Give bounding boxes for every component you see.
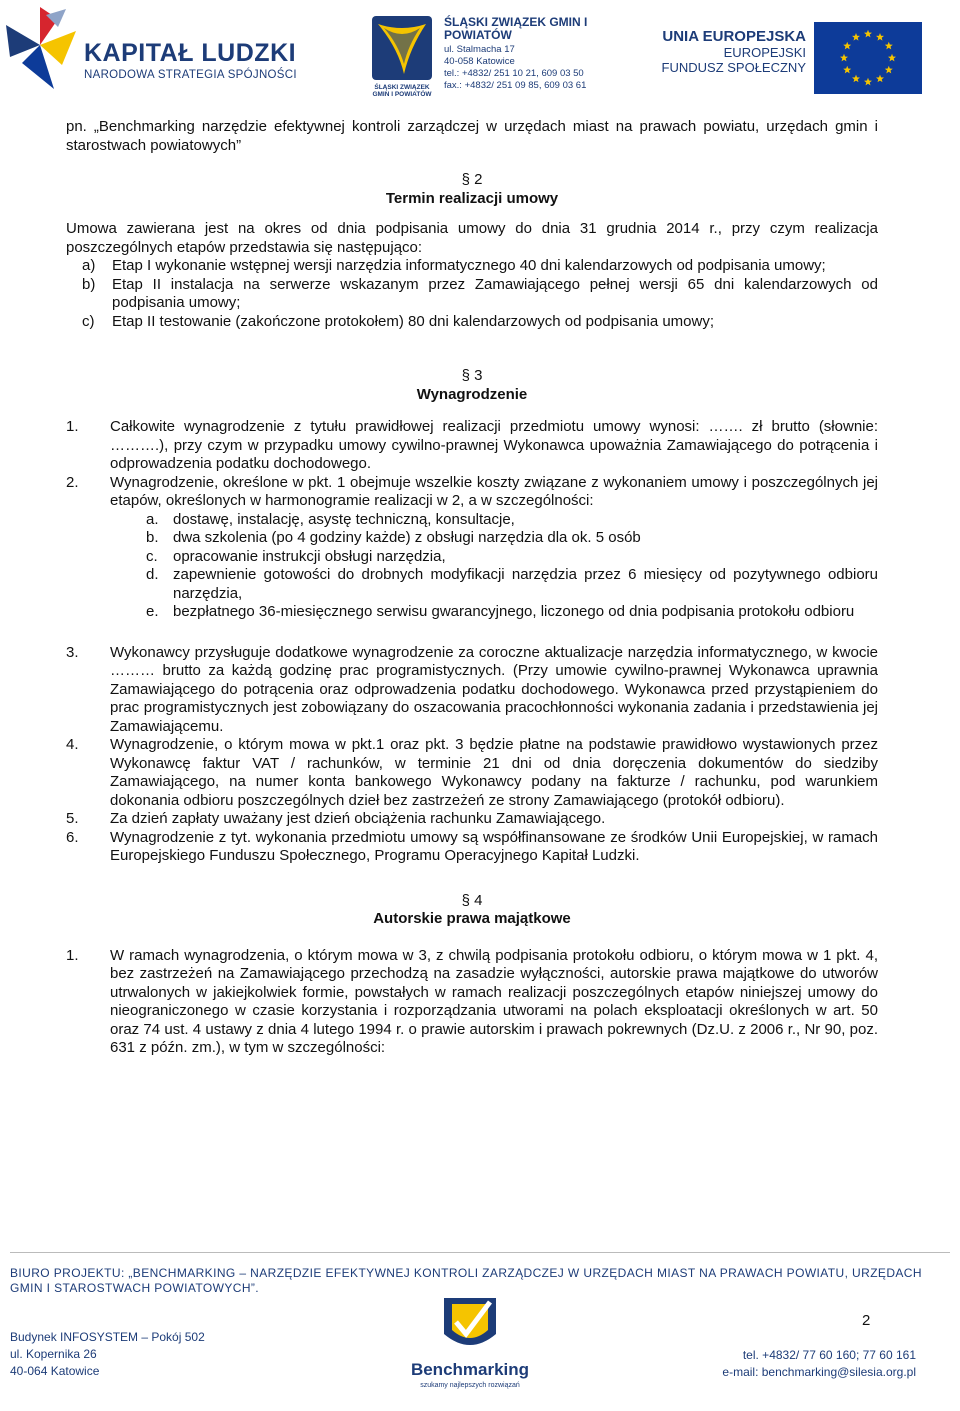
address-line: fax.: +4832/ 251 09 85, 609 03 61 [444,80,587,91]
section-2-number: 2 [474,171,483,188]
list-text: Wynagrodzenie, o którym mowa w pkt.1 oraz pkt. 3 będzie płatne na podstawie prawidłowo wystawionych przez Wykonawcę faktur VAT / rachunków, w terminie 21 dni od dnia doręczenia dokumentów do siedziby Zamawiającego, na numer konta bankowego Wykonawcy podany na fakturze / rachunku, pod warunkiem dokonania odbioru poszczególnych dzieł bez zastrzeżeń ze strony Zamawiającego (protokół odbioru). [110,736,878,809]
sub-list-item [146,548,878,567]
address-line: ul. Stalmacha 17 [444,44,515,55]
list-marker: 5. [66,810,79,827]
footer-contact [722,1347,916,1381]
section-4-heading: Autorskie prawa majątkowe [373,910,571,927]
list-item [82,257,878,276]
list-text: Etap I wykonanie wstępnej wersji narzędzia informatycznego 40 dni kalendarzowych od podpisania umowy; [112,257,826,274]
list-text: opracowanie instrukcji obsługi narzędzia, [173,547,446,565]
eu-text [650,28,806,75]
page-header [0,0,960,105]
sub-list-item [146,511,878,530]
eu-fund-line2: FUNDUSZ SPOŁECZNY [661,60,806,75]
eu-fund-line1: EUROPEJSKI [723,45,806,60]
list-text: Wykonawcy przysługuje dodatkowe wynagrodzenie za coroczne aktualizacje narzędzia informatycznego, w kwocie ……… brutto za każdą godzinę prac programistycznych. (Przy umowie cywilno-prawnej Wykonawca uprawnia Zamawiającego do potrącenia oraz odprowadzenia podatku dochodowego. Wykonawca przed przystąpieniem do prac programistycznych jest zobowiązany do oszacowania pracochłonności wykonania zadania i przedstawienia jej Zamawiającemu. [110,643,878,735]
address-line: tel.: +4832/ 251 10 21, 609 03 50 [444,68,584,79]
list-marker: 3. [66,643,79,661]
address-line: 40-064 Katowice [10,1364,100,1378]
list-marker: b) [82,275,96,293]
list-text: dwa szkolenia (po 4 godziny każde) z obsługi narzędzia dla ok. 5 osób [173,529,641,546]
list-marker: 1. [66,946,79,964]
list-item [66,947,878,1058]
slaski-zwiazek-name: ŚLĄSKI ZWIĄZEK GMIN I POWIATÓW [444,15,588,42]
list-marker: d. [146,566,159,583]
list-text: dostawę, instalację, asystę techniczną, konsultacje, [173,510,515,528]
slaski-zwiazek-logo [370,14,600,98]
slaski-zwiazek-emblem-icon [370,14,434,84]
benchmarking-tagline: szukamy najlepszych rozwiązań [420,1382,520,1389]
eu-logo [650,22,950,92]
section-2-paragraph: Umowa zawierana jest na okres od dnia podpisania umowy do dnia 31 grudnia 2014 r., przy czym realizacja poszczególnych etapów przedstawia się następująco: [66,220,878,256]
slaski-zwiazek-address [444,44,604,92]
section-number: § 4 [461,891,483,909]
list-marker: 1. [66,418,79,435]
list-text: bezpłatnego 36-miesięcznego serwisu gwarancyjnego, liczonego od dnia podpisania protokołu odbioru [173,603,855,620]
footer-divider [10,1252,950,1253]
section-4-number: 4 [474,891,483,909]
kapital-ludzki-title: KAPITAŁ LUDZKI [84,39,297,67]
list-item [66,418,878,474]
list-text: Wynagrodzenie z tyt. wykonania przedmiotu umowy są współfinansowane ze środków Unii Europejskiej, w ramach Europejskiego Funduszu Społecznego, Programu Operacyjnego Kapitał Ludzki. [110,828,878,864]
page-number: 2 [862,1312,871,1329]
slaski-zwiazek-caption: ŚLĄSKI ZWIĄZEK GMIN I POWIATÓW [372,84,432,98]
sub-list-item [146,566,878,603]
list-item [66,474,878,511]
list-marker: 2. [66,473,79,491]
list-marker: c) [82,312,95,330]
list-text: Etap II testowanie (zakończone protokołem) 80 dni kalendarzowych od podpisania umowy; [112,312,715,330]
list-item [82,313,878,332]
eu-flag-icon [814,22,922,94]
sub-list-item [146,603,878,622]
list-text: Całkowite wynagrodzenie z tytułu prawidłowej realizacji przedmiotu umowy wynosi: ……. zł brutto (słownie: ……….), przy czym w przypadku umowy cywilno-prawnej Wykonawca upoważnia Zamawiającego do potrącenia i odprowadzenia podatku dochodowego. [110,418,878,472]
list-marker: e. [146,603,159,620]
benchmarking-emblem-icon [408,1294,532,1360]
eu-title: UNIA EUROPEJSKA [662,28,806,45]
address-line: 40-058 Katowice [444,56,515,67]
list-item [66,829,878,866]
kapital-ludzki-subtitle: NARODOWA STRATEGIA SPÓJNOŚCI [84,69,297,81]
section-3-number: 3 [474,367,483,384]
list-marker: b. [146,529,159,546]
kapital-ludzki-emblem-icon [0,5,80,95]
list-text: Wynagrodzenie, określone w pkt. 1 obejmuje wszelkie koszty związane z wykonaniem umowy i poszczególnych jej etapów, określonych w harmonogramie realizacji w 2, a w szczególności: [110,473,878,509]
list-marker: a. [146,510,159,528]
document-body [66,118,878,1058]
footer-email: e-mail: benchmarking@silesia.org.pl [722,1365,916,1379]
address-line: ul. Kopernika 26 [10,1347,97,1361]
project-title: pn. „Benchmarking narzędzie efektywnej kontroli zarządczej w urzędach miast na prawach powiatu, urzędach gmin i starostwach powiatowych” [66,118,878,154]
sub-list-item [146,529,878,548]
list-item [66,644,878,737]
address-line: Budynek INFOSYSTEM – Pokój 502 [10,1330,205,1344]
list-item [66,810,878,829]
kapital-ludzki-logo [0,5,310,95]
list-text: Etap II instalacja na serwerze wskazanym przez Zamawiającego pełnej wersji 65 dni kalendarzowych od podpisania umowy; [112,275,878,311]
list-text: zapewnienie gotowości do drobnych modyfikacji narzędzia przez 6 miesięcy od pozytywnego odbioru narzędzia, [173,566,878,602]
section-3-heading: Wynagrodzenie [416,385,528,403]
footer-address [10,1329,205,1380]
list-text: Za dzień zapłaty uważany jest dzień obciążenia rachunku Zamawiającego. [110,810,606,827]
benchmarking-name: Benchmarking [410,1360,530,1379]
page-footer [0,1252,960,1411]
section-2-heading: Termin realizacji umowy [385,189,559,207]
list-marker: 6. [66,828,79,846]
footer-project-title: BIURO PROJEKTU: „BENCHMARKING – NARZĘDZIE EFEKTYWNEJ KONTROLI ZARZĄDCZEJ W URZĘDACH MIAST NA PRAWACH POWIATU, URZĘDACH GMIN I STAROSTWACH POWIATOWYCH”. [10,1266,922,1295]
footer-phone: tel. +4832/ 77 60 160; 77 60 161 [742,1348,916,1362]
section-number: § 3 [461,367,483,384]
list-item [66,736,878,810]
list-marker: c. [146,547,158,565]
list-marker: 4. [66,736,79,753]
section-number: § 2 [461,171,483,188]
list-marker: a) [82,257,96,274]
benchmarking-logo [408,1294,532,1404]
list-item [82,276,878,313]
list-text: W ramach wynagrodzenia, o którym mowa w 3, z chwilą podpisania protokołu odbioru, o którym mowa w 1 pkt. 4, bez zastrzeżeń na Zamawiającego przechodzą na zasadzie wyłączności, autorskie prawa majątkowe do utworów utrwalonych w jakiejkolwiek formie, powstałych w ramach realizacji poszczególnych etapów niniejszej umowy do nieograniczonego w czasie korzystania i rozporządzania utworami na polach eksploatacji określonych w art. 50 oraz 74 ust. 4 ustawy z dnia 4 lutego 1994 r. o prawie autorskim i prawach pokrewnych (Dz.U. z 2006 r., Nr 90, poz. 631 z późn. zm.), w tym w szczególności: [110,946,878,1056]
